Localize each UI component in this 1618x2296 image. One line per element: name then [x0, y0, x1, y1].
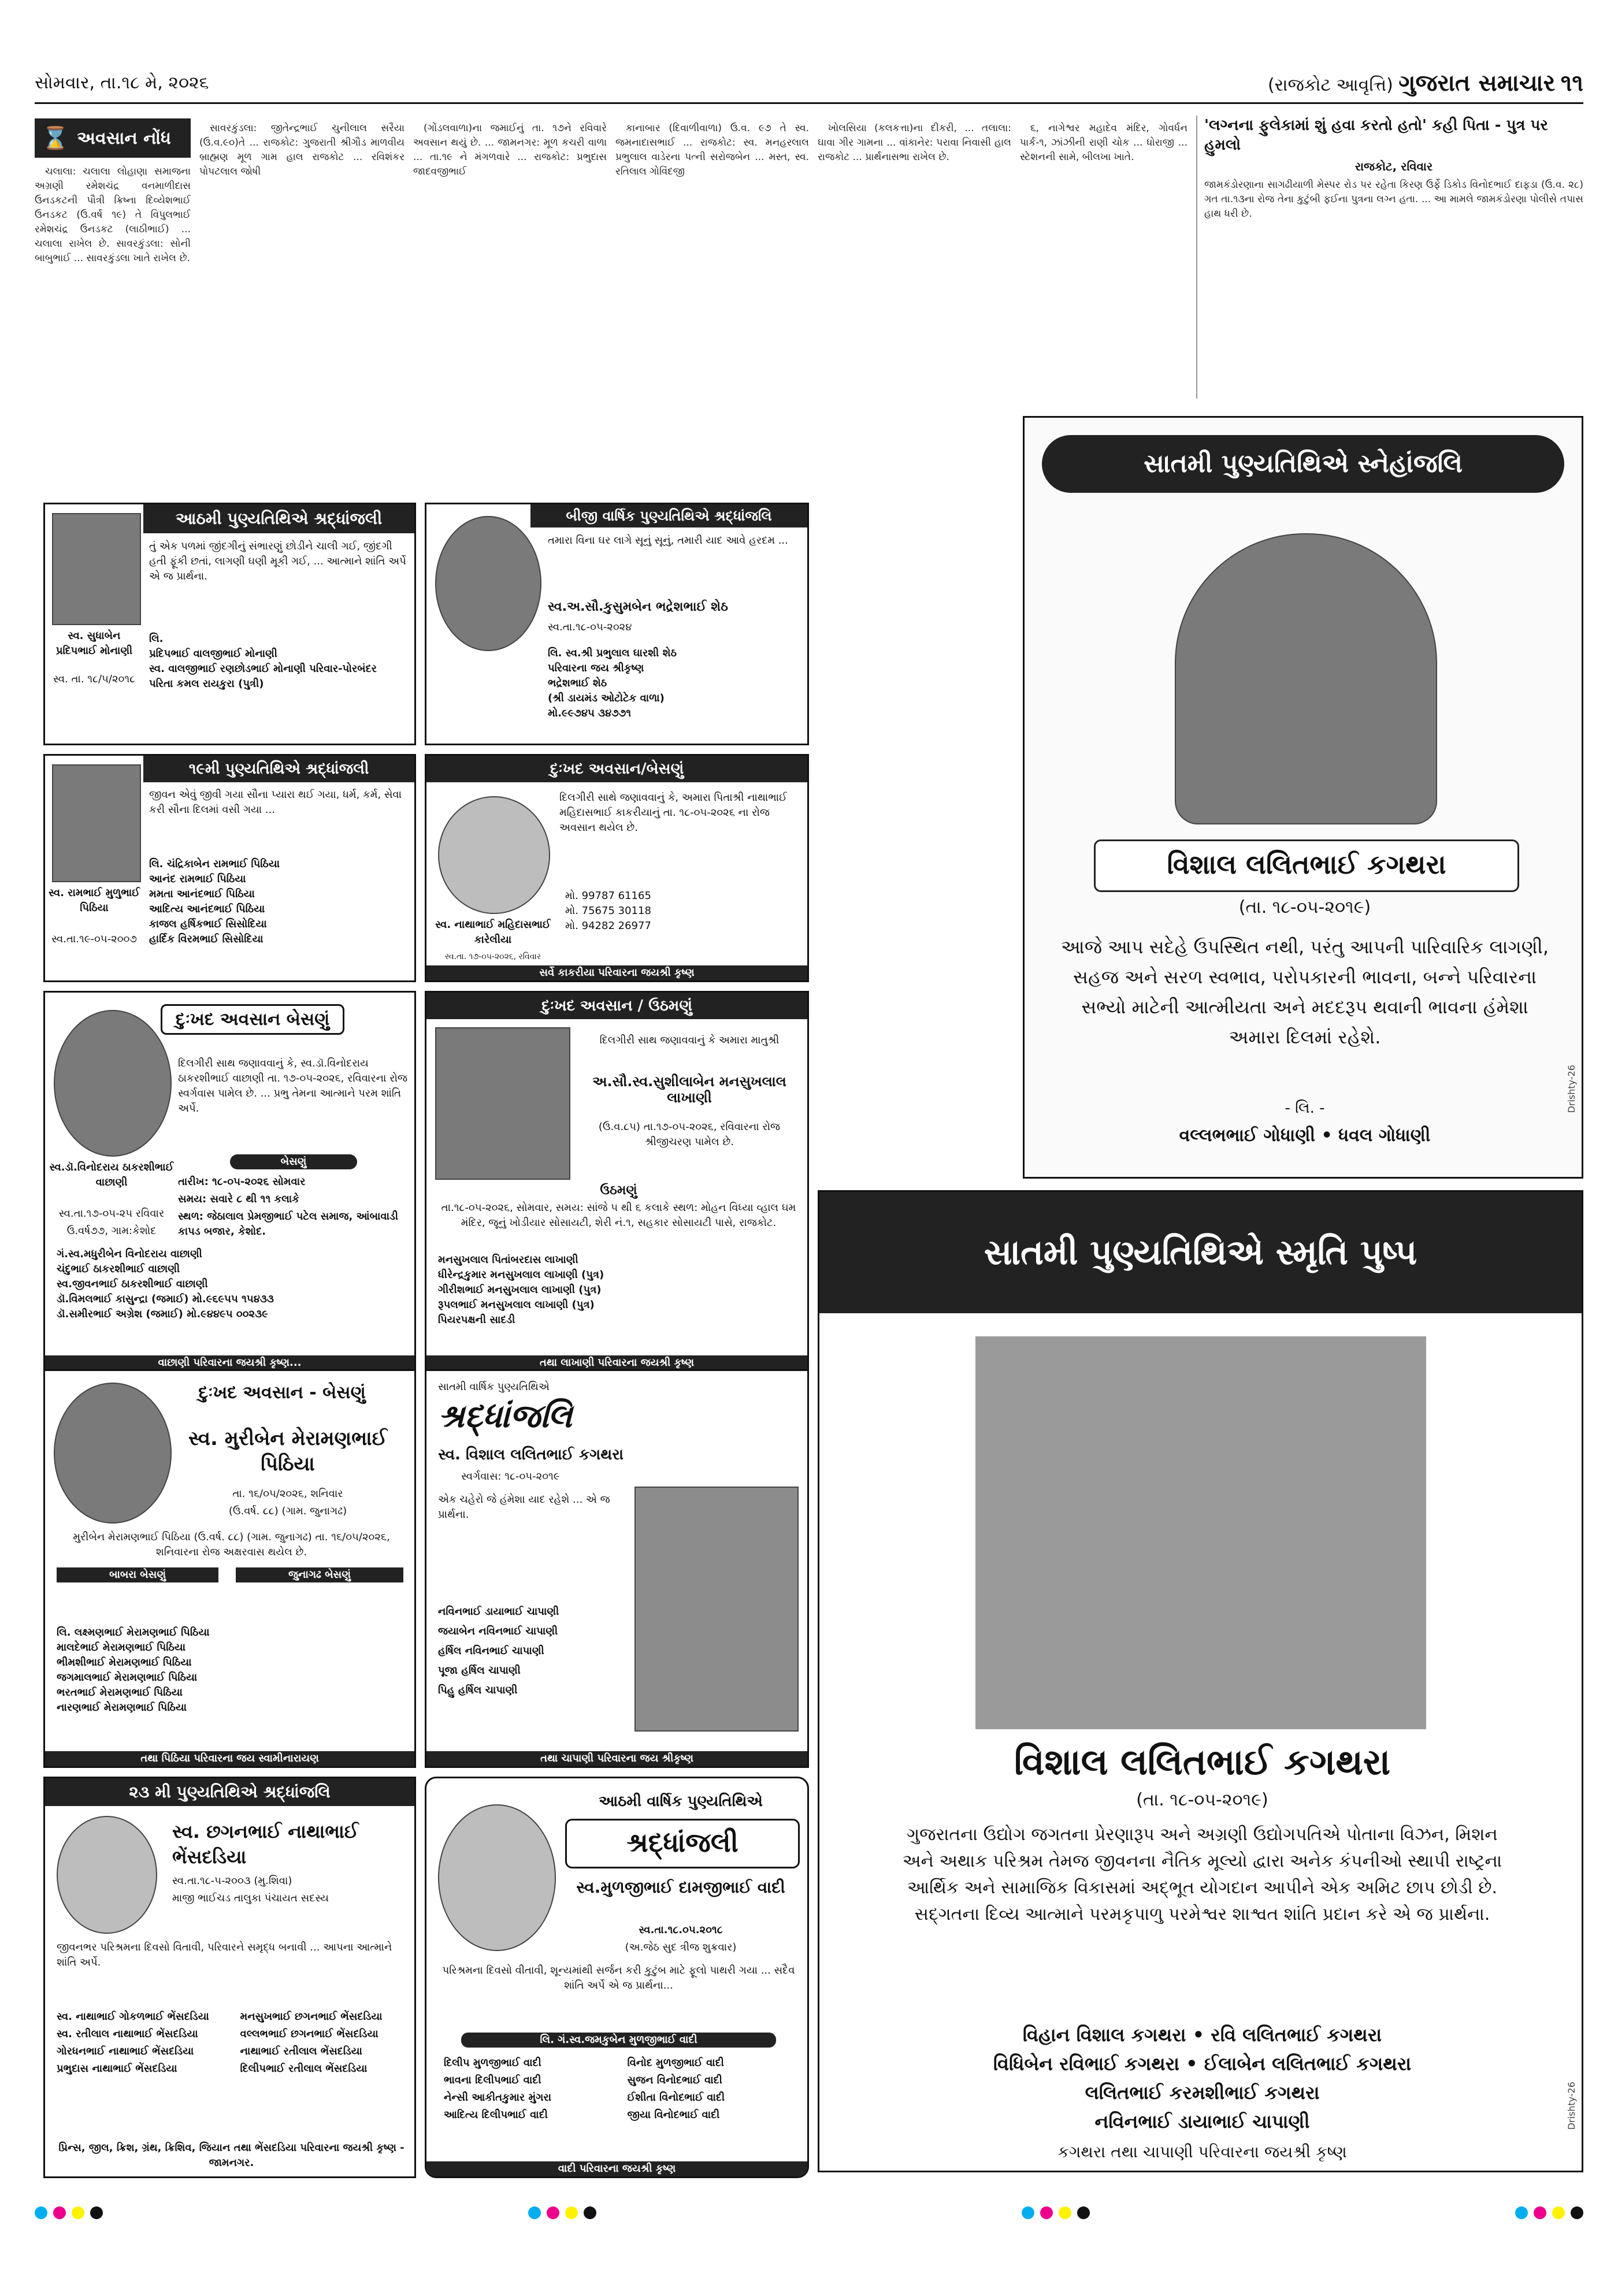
- besnu-label-babra: બાબરા બેસણું: [57, 1567, 218, 1582]
- ad-signatories-3: લલિતભાઈ કરમશીભાઈ કગથરા: [1085, 2082, 1320, 2104]
- ad-name: સ્વ. વિશાલ લલિતભાઈ કગથરા: [438, 1446, 624, 1463]
- ad-sign-label: - લિ. -: [1285, 1099, 1325, 1117]
- family-line: ગં.સ્વ.મધુરીબેન વિનોદરાય વાછાણી: [57, 1248, 202, 1260]
- ad-credit: Drishty-26: [1566, 1065, 1577, 1113]
- family-line: ભરતભાઈ મેરામણભાઈ પિઠિયા: [57, 1686, 183, 1699]
- ad-title: દુઃખદ અવસાન - બેસણું: [198, 1383, 366, 1403]
- ad-message: જીવન એવું જીવી ગયા સૌના પ્યારા થઈ ગયા, ધર્મ, કર્મ, સેવા કરી સૌના દિલમાં વસી ગયા ...: [149, 789, 402, 816]
- ad-footer: વાદી પરિવારના જયશ્રી કૃષ્ણ: [426, 2161, 807, 2176]
- ad-family-head: લિ. ગં.સ્વ.જમકુબેન મુળજીભાઈ વાદી: [461, 2033, 776, 2048]
- family-line: પ્રદિપભાઈ વાલજીભાઈ મોનાણી: [149, 648, 277, 660]
- portrait-photo: [438, 1804, 556, 1951]
- family-line: મમતા આનંદભાઈ પિઠિયા: [149, 888, 255, 900]
- obituary-ad-vishal-shraddhanjali: [425, 1369, 809, 1768]
- family-line: મનસુખલાલ પિતાંબરદાસ લાખાણી: [438, 1254, 578, 1266]
- uthamnu-label: ઉઠમણું: [600, 1183, 637, 1198]
- obituary-ad-ramabhai: [43, 754, 416, 982]
- ad-family-list: [438, 1253, 796, 1328]
- ad-name: વિશાલ લલિતભાઈ કગથરા: [1014, 1741, 1391, 1783]
- ad-title: સાતમી પુણ્યતિથિએ સ્નેહાંજલિ: [1042, 435, 1564, 493]
- portrait-photo: [634, 1487, 799, 1732]
- family-line: લિ.: [149, 633, 164, 645]
- ad-family-list: [548, 646, 802, 721]
- ad-message: દિલગીરી સાથ જણાવવાનું કે અમારા માતુશ્રી: [599, 1034, 780, 1046]
- family-line: ડૉ.સમીરભાઈ અગ્રેશ (જમાઈ) મો.૯૪૪૯૫ ૦૦૨૩૯: [57, 1308, 268, 1320]
- obituary-ad-sudhaben: [43, 503, 416, 745]
- header-date: સોમવાર, તા.૧૮ મે, ૨૦૨૬: [35, 73, 209, 93]
- family-line: લિ. લક્ષ્મણભાઈ મેરામણભાઈ પિઠિયા: [57, 1626, 210, 1639]
- ad-message: મુરીબેન મેરામણભાઈ પિઠિયા (ઉ.વર્ષ. ૮૮) (ગામ. જુનાગઢ) તા. ૧૬/૦૫/૨૦૨૬, શનિવારના રોજ અક્ષરવાસ થયેલ છે.: [73, 1531, 390, 1558]
- family-line: સ્વ.જીવનભાઈ ઠાકરશીભાઈ વાછાણી: [57, 1278, 208, 1290]
- family-line: જીયા વિનોદભાઈ વાદી: [627, 2109, 720, 2121]
- ad-date: સ્વ.તા.૧૮.૦૫.૨૦૧૮: [639, 1924, 723, 1936]
- ad-date: (તા. ૧૮-૦૫-૨૦૧૯): [1238, 897, 1371, 917]
- ad-signatories-1: વિહાન વિશાલ કગથરા • રવિ લલિતભાઈ કગથરા: [1022, 2024, 1382, 2046]
- ad-date: સ્વ.તા.૧૮-૫-૨૦૦૩ (મુ.શિવા): [172, 1875, 292, 1887]
- ad-age: ઉ.વર્ષ૭૭, ગામ:કેશોદ: [66, 1225, 157, 1237]
- ad-signatories-4: નવિનભાઈ ડાયાભાઈ ચાપાણી: [1094, 2111, 1310, 2132]
- family-line: નારણભાઈ મેરામણભાઈ પિઠિયા: [57, 1701, 187, 1714]
- ad-footer: પ્રિન્સ, જીલ, ક્રિશ, ગ્રંથ, ક્રિશિવ, જિયાન તથા ભેંસદડિયા પરિવારના જયશ્રી કૃષ્ણ - જામનગર.: [58, 2142, 404, 2169]
- ad-message: આજે આપ સદેહે ઉપસ્થિત નથી, પરંતુ આપની પારિવારિક લાગણી, સહજ અને સરળ સ્વભાવ, પરોપકારની ભાવના, બન્ને પરિવારના સભ્યો માટેની આત્મીયતા અને મદદરૂપ થવાની ભાવના હંમેશા અમારા દિલમાં રહેશે.: [1060, 936, 1549, 1048]
- family-line: જગમાલભાઈ મેરામણભાઈ પિઠિયા: [57, 1671, 198, 1684]
- ad-date-lunar: (અ.જેઠ સુદ ત્રીજ શુક્રવાર): [625, 1941, 737, 1953]
- ad-kicker: આઠમી વાર્ષિક પુણ્યતિથિએ: [599, 1793, 763, 1810]
- ad-credit: Drishty-26: [1566, 2082, 1577, 2130]
- portrait-photo: [57, 1816, 157, 1934]
- uthamnu-details: તા.૧૮-૦૫-૨૦૨૬, સોમવાર, સમય: સાંજે ૫ થી ૬ કલાકે સ્થળ: મોહન વિધ્યા વ્હાલ ઘમ મંદિર, જૂનું ખોડીયાર સોસાયટી, શેરી નં.૧, સહકાર સોસાયટી પાસે, રાજકોટ.: [441, 1202, 796, 1229]
- ad-title: દુઃખદ અવસાન / ઉઠમણું: [426, 993, 807, 1019]
- family-line: કાજલ હર્ષિકભાઈ સિસોદિયા: [149, 918, 267, 930]
- ad-family-list: [57, 2009, 406, 2076]
- header-page-number: ૧૧: [1560, 69, 1583, 96]
- besnu-label: બેસણું: [230, 1154, 357, 1169]
- ad-title: શ્રદ્ધાંજલી: [565, 1819, 800, 1868]
- portrait-photo: [54, 1010, 172, 1157]
- obituary-ad-sushilaben: [425, 991, 809, 1372]
- ad-age: (ઉ.વર્ષ. ૮૮) (ગામ. જુનાગઢ): [228, 1505, 347, 1517]
- ad-name: સ્વ.ડૉ.વિનોદરાય ઠાકરશીભાઈ વાછાણી: [49, 1161, 174, 1188]
- family-line: લિ. સ્વ.શ્રી પ્રભુલાલ ઘારશી શેઠ: [548, 647, 677, 659]
- ad-title: દુઃખદ અવસાન/બેસણું: [426, 756, 807, 782]
- column-text: (ગોંડલવાળા)ના જમાઈનું તા. ૧૭ને રવિવારે અવસાન થયું છે. ... જામનગર: મૂળ કચરી વાળા ... તા.૧૯ ને મંગળવારે ... રાજકોટ: પ્રભુદાસ જાદવજીભાઈ: [413, 122, 607, 177]
- ad-date: સ્વ.તા.૧૮-૦૫-૨૦૨૪: [548, 621, 632, 633]
- ad-message: દિલગીરી સાથ જણાવવાનું કે, સ્વ.ડૉ.વિનોદરાય ઠાકરશીભાઈ વાછાણી તા. ૧૭-૦૫-૨૦૨૬, રવિવારના રોજ સ્વર્ગવાસ પામેલ છે. ... પ્રભુ તેમના આત્માને પરમ શાંતિ અર્પે.: [178, 1057, 408, 1114]
- section-label: [35, 118, 191, 158]
- column-text: ખોલસિયા (કલકત્તા)ના દીકરી, ... તલાલા: ઘાવા ગીર ગામના ... વાંકાનેર: પરાવા નિવાસી હાલ રાજકોટ ... પ્રાર્થનાસભા રાખેલ છે.: [818, 122, 1011, 163]
- family-line: ભાવના દિલીપભાઈ વાદી: [444, 2074, 541, 2086]
- ad-date: સ્વ.તા.૧૯-૦૫-૨૦૦૭: [51, 933, 137, 945]
- family-line: ગોરધનભાઈ નાથાભાઈ ભેંસદડિયા: [57, 2045, 194, 2057]
- ad-date: (તા. ૧૮-૦૫-૨૦૧૯): [1136, 1790, 1268, 1810]
- family-line: જયાબેન નવિનભાઈ ચાપાણી: [438, 1625, 558, 1637]
- family-line: સ્વ. નાથાભાઈ ગોકળભાઈ ભેંસદડિયા: [57, 2011, 209, 2023]
- print-registration-bar: [35, 2201, 1583, 2224]
- phone-line: મો. 75675 30118: [565, 905, 651, 917]
- color-dots: [35, 2206, 103, 2219]
- family-line: માલદેભાઈ મેરામણભાઈ પિઠિયા: [57, 1641, 186, 1654]
- ad-date: સ્વર્ગવાસ: ૧૮-૦૫-૨૦૧૯: [461, 1470, 560, 1483]
- besnu-date: તારીખ: ૧૮-૦૫-૨૦૨૬ સોમવાર: [178, 1176, 306, 1188]
- text-column-4: [615, 121, 809, 488]
- ad-title: શ્રદ્ધાંજલિ: [438, 1397, 573, 1435]
- ad-name: સ્વ.અ.સૌ.કુસુમબેન ભદ્રેશભાઈ શેઠ: [548, 600, 728, 614]
- news-headline: 'લગ્નના ફુલેકામાં શું હવા કરતો હતો' કહી પિતા - પુત્ર પર હુમલો: [1204, 117, 1548, 154]
- ad-title: ૧૯મી પુણ્યતિથિએ શ્રદ્ધાંજલી: [143, 756, 414, 782]
- family-line: સુજન વિનોદભાઈ વાદી: [627, 2074, 722, 2086]
- ad-role: માજી ભાઈચડ તાલુકા પંચાયત સદસ્ય: [172, 1892, 329, 1904]
- color-dots: [1515, 2206, 1583, 2219]
- page-header: [35, 64, 1583, 104]
- text-column-2: [199, 121, 404, 488]
- family-line: ગીરીશભાઈ મનસુખલાલ લાખાણી (પુત્ર): [438, 1284, 602, 1296]
- hourglass-icon: ⌛: [42, 125, 69, 151]
- ad-name: સ્વ. છગનભાઈ નાથાભાઈ ભેંસદડિયા: [172, 1821, 359, 1868]
- besnu-place: સ્થળ: જેઠાલાલ પ્રેમજીભાઈ પટેલ સમાજ, આંબાવાડી કાપડ બજાર, કેશોદ.: [178, 1210, 399, 1238]
- ad-name: અ.સૌ.સ્વ.સુશીલાબેન મનસુખલાલ લાખાણી: [592, 1073, 786, 1106]
- ad-title: આઠમી પુણ્યતિથિએ શ્રદ્ધાંજલી: [143, 504, 414, 533]
- ad-footer: તથા લાખાણી પરિવારના જયશ્રી કૃષ્ણ: [426, 1355, 807, 1370]
- family-line: નેન્સી આકીતકુમાર મુંગરા: [444, 2091, 552, 2104]
- phone-line: મો. 94282 26977: [565, 920, 651, 932]
- news-dateline: રાજકોટ, રવિવાર: [1354, 159, 1433, 173]
- family-line: વિનોદ મુળજીભાઈ વાદી: [627, 2057, 724, 2069]
- news-body: જામકંડોરણાના સાગઢીયાળી મેસ્પર રોડ પર રહેતા કિરણ ઉર્ફે ડિકોડ વિનોદભાઈ દાફડા (ઉ.વ. ૨૮) ગત તા.૧૩ના રોજ તેના કુટુંબી ફઈના પુત્રના લગ્ન હતા. ... આ મામલે જામકંડોરણા પોલીસે તપાસ હાથ ધરી છે.: [1204, 179, 1583, 220]
- ad-name: સ્વ. રામભાઈ મુળુભાઈ પિઠિયા: [48, 887, 140, 914]
- portrait-photo: [438, 796, 550, 914]
- header-edition: (રાજકોટ આવૃત્તિ): [1267, 75, 1393, 95]
- family-line: આદિત્ય દિલીપભાઈ વાદી: [444, 2109, 548, 2121]
- portrait-photo: [435, 516, 541, 651]
- ad-date: સ્વ.તા. ૧૭-૦૫-૨૦૨૬, રવિવાર: [444, 952, 541, 961]
- ad-message: પરિશ્રમના દિવસો વીતાવી, શૂન્યમાંથી સર્જન કરી કુટુંબ માટે ફૂલો પાથરી ગયા ... સદૈવ શાંતિ અર્પે એ જ પ્રાર્થના...: [442, 1964, 795, 1992]
- family-line: હર્ષિલ નવિનભાઈ ચાપાણી: [438, 1645, 544, 1657]
- family-line: પૂજા હર્ષિલ ચાપાણી: [438, 1665, 521, 1677]
- ad-family-list: [57, 1247, 403, 1322]
- family-line: પિહુ હર્ષિલ ચાપાણી: [438, 1684, 518, 1696]
- ad-footer: કગથરા તથા ચાપાણી પરિવારના જયશ્રી કૃષ્ણ: [1057, 2142, 1347, 2161]
- ad-title: બીજી વાર્ષિક પુણ્યતિથિએ શ્રદ્ધાંજલિ: [530, 504, 807, 527]
- family-line: પરિવારના જય શ્રીકૃષ્ણ: [548, 662, 644, 674]
- family-line: પ્રભુદાસ નાથાભાઈ ભેંસદડિયા: [57, 2063, 177, 2075]
- ad-date: તા. ૧૬/૦૫/૨૦૨૬, શનિવાર: [232, 1488, 343, 1500]
- obituary-ad-chhaganbhai: [43, 1777, 416, 2178]
- family-line: આનંદ રામભાઈ પિઠિયા: [149, 873, 246, 885]
- column-text: ચલાલા: ચલાલા લોહાણા સમાજના અગ્રણી રમેશચંદ્ર વનમાળીદાસ ઉનડકટની પૌત્રી ક્રિષ્ના દિવ્યેશભાઈ ઉનડકટ (ઉ.વર્ષ ૧૯) તે વિપુલભાઈ રમેશચંદ્ર ઉનડકટ (લાઠીભાઈ) ... ચલાલા રાખેલ છે. સાવરકુંડલા: સોની બાબુભાઈ ... સાવરકુંડલા ખાતે રાખેલ છે.: [35, 166, 191, 264]
- portrait-photo: [52, 513, 141, 625]
- ad-name: સ્વ. મુરીબેન મેરામણભાઈ પિઠિયા: [188, 1427, 387, 1476]
- ad-title: સાતમી પુણ્યતિથિએ સ્મૃતિ પુષ્પ: [819, 1192, 1582, 1313]
- ad-name: વિશાલ લલિતભાઈ કગથરા: [1094, 839, 1519, 892]
- besnu-label-junagadh: જુનાગઢ બેસણું: [236, 1567, 403, 1582]
- ad-message: તમારા વિના ઘર લાગે સૂનું સૂનું, તમારી યાદ આવે હરદમ ...: [548, 534, 788, 547]
- ad-date: સ્વ. તા. ૧૮/૫/૨૦૧૮: [53, 673, 136, 685]
- phone-line: મો. 99787 61165: [565, 890, 651, 902]
- ad-message: દિલગીરી સાથે જણાવવાનું કે, અમારા પિતાશ્રી નાથાભાઈ મહિદાસભાઈ કાકરીયાનું તા. ૧૮-૦૫-૨૦૨૬ ના રોજ અવસાન થયેલ છે.: [559, 792, 787, 834]
- family-line: ધીરેન્દ્રકુમાર મનસુખલાલ લાખાણી (પુત્ર): [438, 1269, 604, 1281]
- portrait-photo: [1175, 533, 1437, 824]
- text-column-1: [35, 165, 191, 488]
- family-line: ભદ્રેશભાઈ શેઠ: [548, 677, 607, 689]
- family-line: દિલીપ મુળજીભાઈ વાદી: [444, 2057, 541, 2069]
- family-line: ડૉ.વિમલભાઈ કાસુન્દ્રા (જમાઈ) મો.૯૬૯૫૫ ૧૫૪૩૩: [57, 1293, 274, 1305]
- ad-message: એક ચહેરો જે હંમેશા યાદ રહેશે ... એ જ પ્રાર્થના.: [438, 1493, 610, 1521]
- color-dots: [1022, 2206, 1090, 2219]
- family-line: ભીમશીભાઈ મેરામણભાઈ પિઠિયા: [57, 1656, 192, 1669]
- obituary-ad-vinodray: [43, 991, 416, 1372]
- ad-message: તું એક પળમાં જીંદગીનું સંભારણું છોડીને ચાલી ગઈ, જીંદગી હતી ફૂંકી છતાં, લાગણી ઘણી મૂકી ગઈ, ... આત્માને શાંતિ અર્પે એ જ પ્રાર્થના.: [149, 540, 406, 582]
- family-line: ચંદુભાઈ ઠાકરશીભાઈ વાછાણી: [57, 1263, 180, 1275]
- text-column-3: [413, 121, 607, 488]
- column-text: ૬, નાગેશ્વર મહાદેવ મંદિર, ગોવર્ધન પાર્ક-૧, ઝાંઝીની રાણી ચોક ... ધોરાજી ... સ્ટેશનની સામે, બીલખા ખાતે.: [1020, 122, 1187, 163]
- portrait-photo: [435, 1027, 570, 1180]
- ad-message: જીવનભર પરિશ્રમના દિવસો વિતાવી, પરિવારને સમૃદ્ધ બનાવી ... આપના આત્માને શાંતિ અર્પે.: [57, 1941, 392, 1968]
- ad-date: સ્વ.તા.૧૭-૦૫-૨૫ રવિવાર: [58, 1208, 165, 1220]
- text-column-6: [1020, 121, 1187, 399]
- ad-message: ગુજરાતના ઉદ્યોગ જગતના પ્રેરણારૂપ અને અગ્રણી ઉદ્યોગપતિએ પોતાના વિઝન, મિશન અને અથાક પરિશ્રમ તેમજ જીવનના નૈતિક મૂલ્યો દ્વારા અનેક કંપનીઓ સ્થાપી રાષ્ટ્રના આર્થિક અને સામાજિક વિકાસમાં અદ્ભૂત યોગદાન આપીને એક અમિટ છાપ છોડી છે. સદ્ગતના દિવ્ય આત્માને પરમકૃપાળુ પરમેશ્વર શાશ્વત શાંતિ પ્રદાન કરે એ જ પ્રાર્થના.: [902, 1825, 1502, 1925]
- ad-signatories: વલ્લભભાઈ ગોધાણી • ધવલ ગોધાણી: [1179, 1125, 1431, 1146]
- ad-title: દુઃખદ અવસાન બેસણું: [161, 1004, 344, 1035]
- family-line: સ્વ. રતીલાલ નાથાભાઈ ભેંસદડિયા: [57, 2028, 198, 2040]
- ad-family-list: [57, 1625, 403, 1715]
- obituary-ad-vishal-smruti-pushp: [818, 1190, 1583, 2172]
- section-label-text: અવસાન નોંધ: [77, 128, 171, 148]
- family-line: (શ્રી ડાયમંડ ઓટોટેક વાળા): [548, 692, 665, 704]
- ad-kicker: સાતમી વાર્ષિક પુણ્યતિથિએ: [438, 1381, 550, 1393]
- news-article: [1196, 116, 1583, 399]
- family-line: આદિત્ય આનંદભાઈ પિઠિયા: [149, 903, 265, 915]
- family-line: પરિતા કમલ રાયકુરા (પુત્રી): [149, 678, 264, 690]
- ad-title: ૨૩ મી પુણ્યતિથિએ શ્રદ્ધાંજલિ: [45, 1778, 414, 1806]
- family-line: નાથાભાઈ રતીલાલ ભેંસદડિયા: [240, 2045, 362, 2057]
- ad-footer: સર્વે કાકરીયા પરિવારના જયશ્રી કૃષ્ણ: [426, 965, 807, 980]
- ad-name: સ્વ. નાથાભાઈ મહિદાસભાઈ કારેલીયા: [435, 919, 551, 946]
- ad-family-list: [149, 857, 409, 947]
- header-masthead: [1268, 70, 1583, 96]
- family-line: નવિનભાઈ ડાયાભાઈ ચાપાણી: [438, 1606, 559, 1618]
- obituary-ad-muriben: [43, 1369, 416, 1768]
- color-dots: [528, 2206, 596, 2219]
- family-line: રૂપલભાઈ મનસુખલાલ લાખાણી (પુત્ર): [438, 1299, 595, 1311]
- header-paper: ગુજરાત સમાચાર: [1398, 69, 1556, 96]
- ad-footer: વાછાણી પરિવારના જયશ્રી કૃષ્ણ...: [45, 1355, 414, 1370]
- family-line: હાર્દિક વિરમભાઈ સિસોદિયા: [149, 933, 264, 945]
- ad-name: સ્વ.મુળજીભાઈ દામજીભાઈ વાદી: [576, 1878, 785, 1897]
- ad-family-list: [444, 2056, 793, 2123]
- family-line: લિ. ચંદ્રિકાબેન રામભાઈ પિઠિયા: [149, 858, 280, 870]
- family-line: મનસુખભાઈ છગનભાઈ ભેંસદડિયા: [240, 2011, 383, 2023]
- besnu-time: સમય: સવારે ૮ થી ૧૧ કલાકે: [178, 1193, 299, 1205]
- ad-family-list: [438, 1602, 629, 1700]
- ad-footer: તથા ચાપાણી પરિવારના જય શ્રીકૃષ્ણ: [426, 1751, 807, 1766]
- ad-signatories-2: વિધિબેન રવિભાઈ કગથરા • ઈલાબેન લલિતભાઈ કગથરા: [993, 2053, 1412, 2075]
- obituary-ad-nathabhai: [425, 754, 809, 982]
- ad-footer: તથા પિઠિયા પરિવારના જય સ્વામીનારાયણ: [45, 1751, 414, 1766]
- family-line: મો.૯૯૭૪૫ ૩૪૭૭૧: [548, 707, 632, 719]
- family-line: દિલીપભાઈ રતીલાલ ભેંસદડિયા: [240, 2063, 368, 2075]
- column-text: કાનાબાર (દિવાળીવાળા) ઉ.વ. ૯૭ તે સ્વ. જમનાદાસભાઈ ... રાજકોટ: સ્વ. મનહરલાલ પ્રભુલાલ વાડેરના પત્ની સરોજબેન ... મસ્ત, સ્વ. રતિલાલ ગોવિંદજી: [615, 122, 809, 177]
- ad-phone-list: [565, 889, 802, 934]
- portrait-photo: [975, 1336, 1426, 1729]
- family-line: સ્વ. વાલજીભાઈ રણછોડભાઈ મોનાણી પરિવાર-પોરબંદર: [149, 663, 377, 675]
- obituary-ad-vishal-snehanjali: [1023, 416, 1583, 1179]
- obituary-ad-muljibhai: [425, 1777, 809, 2178]
- family-line: પિયરપક્ષની સાદડી: [438, 1314, 515, 1326]
- family-line: વલ્લભભાઈ છગનભાઈ ભેંસદડિયા: [240, 2028, 378, 2040]
- column-text: સાવરકુંડલા: જીતેન્દ્રભાઈ ચુનીલાલ સરૈયા (ઉ.વ.૯૦)તે ... રાજકોટ: ગુજરાતી શ્રીગૌડ માળવીય બ્રાહ્મણ મૂળ ગામ હાલ રાજકોટ ... રવિશંકર પોપટલાલ જોષી: [199, 122, 404, 177]
- portrait-photo: [52, 764, 141, 882]
- obituary-ad-kusumben: [425, 503, 809, 745]
- portrait-photo: [54, 1383, 172, 1524]
- ad-date: (ઉ.વ.૮૫) તા.૧૭-૦૫-૨૦૨૬, રવિવારના રોજ શ્રીજીચરણ પામેલ છે.: [598, 1121, 781, 1148]
- ad-family-list: [149, 631, 409, 692]
- ad-name: સ્વ. સુધાબેન પ્રદિપભાઈ મોનાણી: [55, 630, 133, 657]
- family-line: ઈશીતા વિનોદભાઈ વાદી: [627, 2091, 725, 2104]
